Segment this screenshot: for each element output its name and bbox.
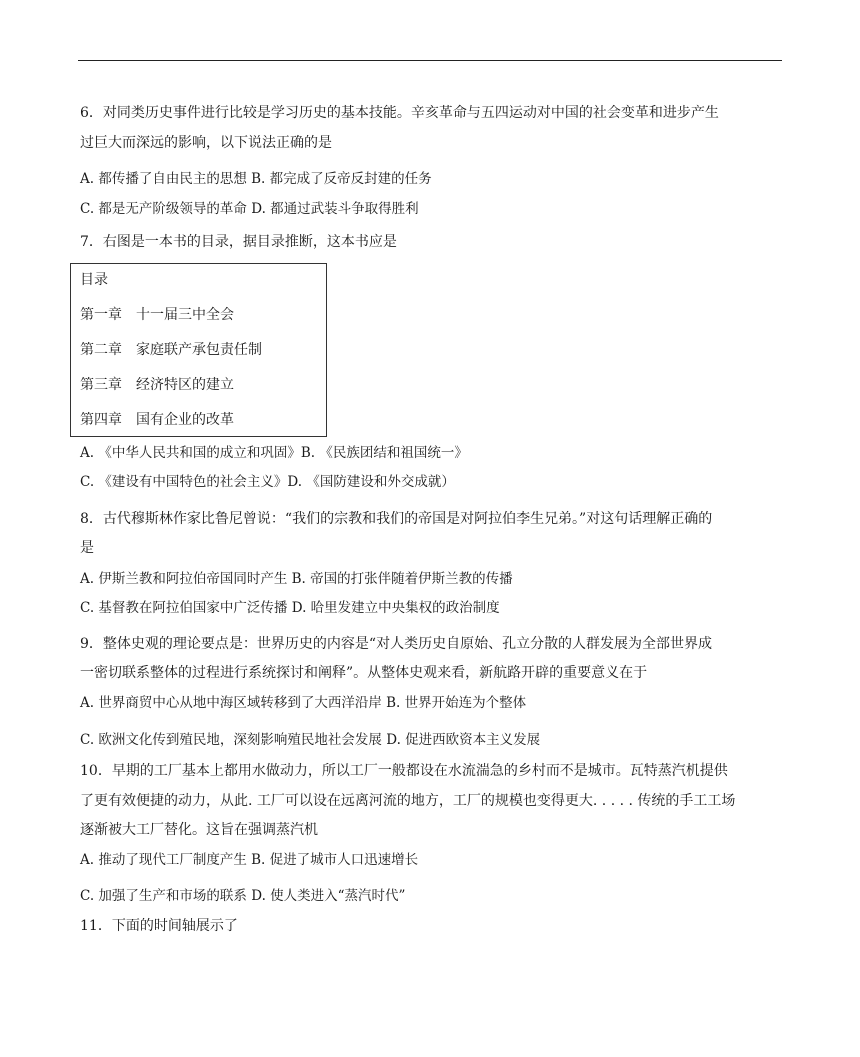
q7-stem: 7．右图是一本书的目录，据目录推断，这本书应是 [80, 234, 397, 250]
q11-stem: 11．下面的时间轴展示了 [80, 918, 238, 934]
q10-options-line1: A. 推动了现代工厂制度产生 B. 促进了城市人口迅速增长 [80, 852, 419, 868]
toc-chapter-4: 第四章 国有企业的改革 [80, 412, 234, 428]
toc-chapter-3: 第三章 经济特区的建立 [80, 377, 234, 393]
q8-options-line2: C. 基督教在阿拉伯国家中广泛传播 D. 哈里发建立中央集权的政治制度 [80, 600, 500, 616]
q8-stem-line1: 8．古代穆斯林作家比鲁尼曾说：“我们的宗教和我们的帝国是对阿拉伯李生兄弟。”对这句话理解正确的 [80, 511, 713, 527]
q9-stem-line2: 一密切联系整体的过程进行系统探讨和阐释”。从整体史观来看，新航路开辟的重要意义在于 [80, 665, 648, 681]
q6-options-line1: A. 都传播了自由民主的思想 B. 都完成了反帝反封建的任务 [80, 171, 432, 187]
toc-chapter-1: 第一章 十一届三中全会 [80, 307, 234, 323]
toc-chapter-2: 第二章 家庭联产承包责任制 [80, 342, 262, 358]
q8-options-line1: A. 伊斯兰教和阿拉伯帝国同时产生 B. 帝国的打张伴随着伊斯兰教的传播 [80, 571, 513, 587]
q10-stem-line1: 10．早期的工厂基本上都用水做动力，所以工厂一般都设在水流湍急的乡村而不是城市。瓦特蒸汽机提供 [80, 763, 728, 779]
q8-stem-line2: 是 [80, 540, 94, 556]
q9-options-line1: A. 世界商贸中心从地中海区域转移到了大西洋沿岸 B. 世界开始连为个整体 [80, 695, 527, 711]
q10-stem-line2: 了更有效便捷的动力，从此. 工厂可以设在远离河流的地方，工厂的规模也变得更大. . . . . 传统的手工工场 [80, 793, 736, 809]
q9-options-line2: C. 欧洲文化传到殖民地，深刻影响殖民地社会发展 D. 促进西欧资本主义发展 [80, 732, 541, 748]
q6-options-line2: C. 都是无产阶级领导的革命 D. 都通过武装斗争取得胜利 [80, 201, 419, 217]
header-rule [78, 60, 782, 61]
q6-stem-line1: 6．对同类历史事件进行比较是学习历史的基本技能。辛亥革命与五四运动对中国的社会变革和进步产生 [80, 105, 719, 121]
q7-options-line1: A. 《中华人民共和国的成立和巩固》B. 《民族团结和祖国统一》 [80, 445, 468, 461]
q7-options-line2: C. 《建设有中国特色的社会主义》D. 《国防建设和外交成就） [80, 474, 455, 490]
q10-options-line2: C. 加强了生产和市场的联系 D. 使人类进入“蒸汽时代” [80, 888, 406, 904]
q9-stem-line1: 9．整体史观的理论要点是：世界历史的内容是“对人类历史自原始、孔立分散的人群发展为全部世界成 [80, 636, 713, 652]
q10-stem-line3: 逐渐被大工厂替化。这旨在强调蒸汽机 [80, 822, 318, 838]
table-of-contents-box [70, 263, 327, 437]
q6-stem-line2: 过巨大而深远的影响，以下说法正确的是 [80, 135, 332, 151]
toc-title: 目录 [80, 272, 108, 288]
